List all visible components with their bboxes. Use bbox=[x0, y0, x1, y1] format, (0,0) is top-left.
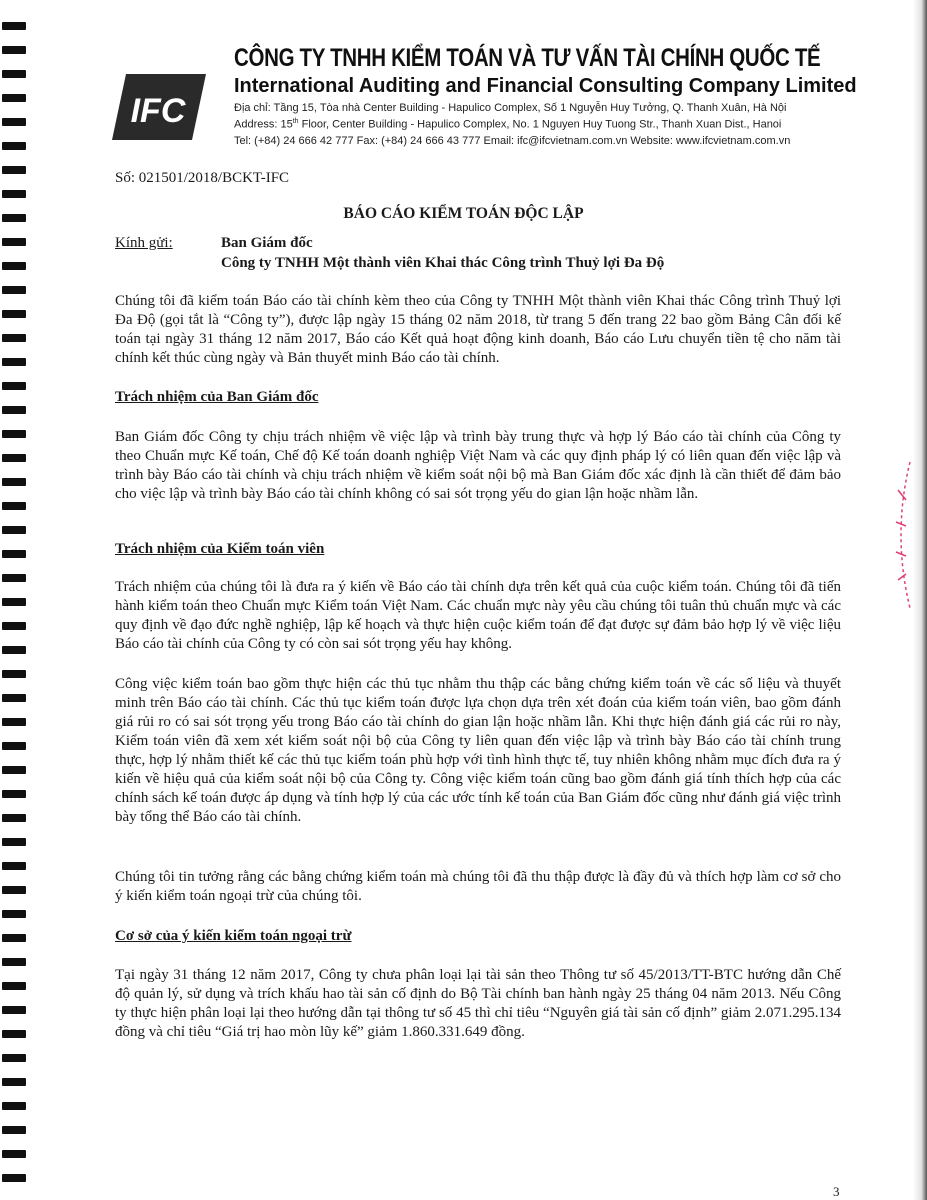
company-name-vn: CÔNG TY TNHH KIỂM TOÁN VÀ TƯ VẤN TÀI CHÍNH QUỐC TẾ bbox=[234, 44, 821, 72]
binding-hole bbox=[2, 886, 26, 894]
address-en: Address: 15th Floor, Center Building - Hapulico Complex, No. 1 Nguyen Huy Tuong Str., Thanh Xuan Dist., Hanoi bbox=[234, 118, 782, 131]
qualified-basis-paragraph: Tại ngày 31 tháng 12 năm 2017, Công ty chưa phân loại lại tài sản theo Thông tư số 45/2013/TT-BTC hướng dẫn Chế độ quản lý, sử dụng và trích khấu hao tài sản cố định do Bộ Tài chính ban hành ngày 25 tháng 04 năm 2013. Nếu Công ty thực hiện phân loại lại theo hướng dẫn tại thông tư số 45 thì chỉ tiêu “Nguyên giá tài sản cố định” giảm 2.071.295.134 đồng và chỉ tiêu “Giá trị hao mòn lũy kế” giảm 1.860.331.649 đồng. bbox=[115, 967, 841, 1040]
binding-hole bbox=[2, 622, 26, 630]
binding-hole bbox=[2, 574, 26, 582]
binding-hole bbox=[2, 982, 26, 990]
binding-hole bbox=[2, 646, 26, 654]
auditor-paragraph-1: Trách nhiệm của chúng tôi là đưa ra ý kiến về Báo cáo tài chính dựa trên kết quả của cuộc kiểm toán. Chúng tôi đã tiến hành kiểm toán theo Chuẩn mực Kiểm toán Việt Nam. Các chuẩn mực này yêu cầu chúng tôi tuân thủ chuẩn mực và các quy định về đạo đức nghề nghiệp, lập kế hoạch và thực hiện cuộc kiểm toán để đạt được sự đảm bảo hợp lý về việc liệu Báo cáo tài chính của Công ty có còn sai sót trọng yếu hay không. bbox=[115, 579, 841, 652]
binding-hole bbox=[2, 1030, 26, 1038]
addressee-line-1: Ban Giám đốc bbox=[221, 235, 313, 251]
binding-hole bbox=[2, 766, 26, 774]
binding-hole bbox=[2, 814, 26, 822]
report-title: BÁO CÁO KIỂM TOÁN ĐỘC LẬP bbox=[343, 205, 584, 222]
binding-hole bbox=[2, 1150, 26, 1158]
section-heading-management: Trách nhiệm của Ban Giám đốc bbox=[115, 389, 319, 405]
binding-hole bbox=[2, 1006, 26, 1014]
section-heading-auditor: Trách nhiệm của Kiểm toán viên bbox=[115, 541, 325, 557]
binding-hole bbox=[2, 46, 26, 54]
letterhead bbox=[234, 44, 884, 147]
contact-line: Tel: (+84) 24 666 42 777 Fax: (+84) 24 666 43 777 Email: ifc@ifcvietnam.com.vn Website: www.ifcvietnam.com.vn bbox=[234, 134, 791, 147]
binding-holes bbox=[0, 0, 30, 1200]
ifc-logo bbox=[108, 70, 208, 144]
binding-hole bbox=[2, 526, 26, 534]
red-stamp-fragment bbox=[888, 460, 914, 610]
section-heading-qualified-basis: Cơ sở của ý kiến kiểm toán ngoại trừ bbox=[115, 928, 352, 944]
binding-hole bbox=[2, 262, 26, 270]
binding-hole bbox=[2, 310, 26, 318]
address-vn: Địa chỉ: Tầng 15, Tòa nhà Center Building - Hapulico Complex, Số 1 Nguyễn Huy Tưởng, Q. Thanh Xuân, Hà Nội bbox=[234, 102, 787, 114]
binding-hole bbox=[2, 478, 26, 486]
document-number: Số: 021501/2018/BCKT-IFC bbox=[115, 170, 290, 186]
binding-hole bbox=[2, 118, 26, 126]
binding-hole bbox=[2, 142, 26, 150]
binding-hole bbox=[2, 286, 26, 294]
management-paragraph: Ban Giám đốc Công ty chịu trách nhiệm về việc lập và trình bày trung thực và hợp lý Báo cáo tài chính của Công ty theo Chuẩn mực Kế toán, Chế độ Kế toán doanh nghiệp Việt Nam và các quy định pháp lý có liên quan đến việc lập và trình bày Báo cáo tài chính và chịu trách nhiệm về kiểm soát nội bộ mà Ban Giám đốc xác định là cần thiết để đảm bảo cho việc lập và trình bày Báo cáo tài chính không có sai sót trọng yếu do gian lận hoặc nhầm lẫn. bbox=[115, 429, 841, 502]
binding-hole bbox=[2, 598, 26, 606]
company-name-en: International Auditing and Financial Consulting Company Limited bbox=[234, 75, 857, 97]
binding-hole bbox=[2, 742, 26, 750]
binding-hole bbox=[2, 1126, 26, 1134]
auditor-paragraph-3: Chúng tôi tin tưởng rằng các bằng chứng kiểm toán mà chúng tôi đã thu thập được là đầy đủ và thích hợp làm cơ sở cho ý kiến kiểm toán ngoại trừ của chúng tôi. bbox=[115, 869, 841, 904]
binding-hole bbox=[2, 70, 26, 78]
binding-hole bbox=[2, 406, 26, 414]
binding-hole bbox=[2, 502, 26, 510]
binding-hole bbox=[2, 334, 26, 342]
page-edge-shadow bbox=[913, 0, 927, 1200]
binding-hole bbox=[2, 430, 26, 438]
binding-hole bbox=[2, 1054, 26, 1062]
binding-hole bbox=[2, 1078, 26, 1086]
binding-hole bbox=[2, 694, 26, 702]
addressee-label: Kính gửi: bbox=[115, 235, 173, 251]
binding-hole bbox=[2, 166, 26, 174]
binding-hole bbox=[2, 838, 26, 846]
binding-hole bbox=[2, 862, 26, 870]
binding-hole bbox=[2, 190, 26, 198]
binding-hole bbox=[2, 958, 26, 966]
binding-hole bbox=[2, 790, 26, 798]
intro-paragraph: Chúng tôi đã kiểm toán Báo cáo tài chính kèm theo của Công ty TNHH Một thành viên Khai thác Công trình Thuỷ lợi Đa Độ (gọi tắt là “Công ty”), được lập ngày 15 tháng 02 năm 2018, từ trang 5 đến trang 22 bao gồm Bảng Cân đối kế toán tại ngày 31 tháng 12 năm 2017, Báo cáo Kết quả hoạt động kinh doanh, Báo cáo Lưu chuyển tiền tệ cho năm tài chính kết thúc cùng ngày và Bản thuyết minh Báo cáo tài chính. bbox=[115, 293, 841, 366]
binding-hole bbox=[2, 238, 26, 246]
binding-hole bbox=[2, 910, 26, 918]
binding-hole bbox=[2, 1102, 26, 1110]
binding-hole bbox=[2, 454, 26, 462]
binding-hole bbox=[2, 934, 26, 942]
binding-hole bbox=[2, 1174, 26, 1182]
auditor-paragraph-2: Công việc kiểm toán bao gồm thực hiện các thủ tục nhằm thu thập các bằng chứng kiểm toán về các số liệu và thuyết minh trên Báo cáo tài chính. Các thủ tục kiểm toán được lựa chọn dựa trên xét đoán của kiểm toán viên, bao gồm đánh giá rủi ro có sai sót trọng yếu trong Báo cáo tài chính do gian lận hoặc nhầm lẫn. Khi thực hiện đánh giá các rủi ro này, Kiểm toán viên đã xem xét kiểm soát nội bộ của Công ty liên quan đến việc lập và trình bày Báo cáo tài chính trung thực, hợp lý nhằm thiết kế các thủ tục kiểm toán phù hợp với tình hình thực tế, tuy nhiên không nhằm mục đích đưa ra ý kiến về hiệu quả của kiểm soát nội bộ của Công ty. Công việc kiểm toán cũng bao gồm đánh giá tính thích hợp của các chính sách kế toán được áp dụng và tính hợp lý của các ước tính kế toán của Ban Giám đốc cũng như đánh giá việc trình bày tổng thể Báo cáo tài chính. bbox=[115, 676, 841, 825]
binding-hole bbox=[2, 550, 26, 558]
binding-hole bbox=[2, 718, 26, 726]
addressee-line-2: Công ty TNHH Một thành viên Khai thác Công trình Thuỷ lợi Đa Độ bbox=[221, 255, 665, 271]
page-number: 3 bbox=[833, 1184, 840, 1199]
binding-hole bbox=[2, 94, 26, 102]
logo-text: IFC bbox=[130, 92, 186, 130]
binding-hole bbox=[2, 22, 26, 30]
binding-hole bbox=[2, 382, 26, 390]
binding-hole bbox=[2, 670, 26, 678]
binding-hole bbox=[2, 358, 26, 366]
